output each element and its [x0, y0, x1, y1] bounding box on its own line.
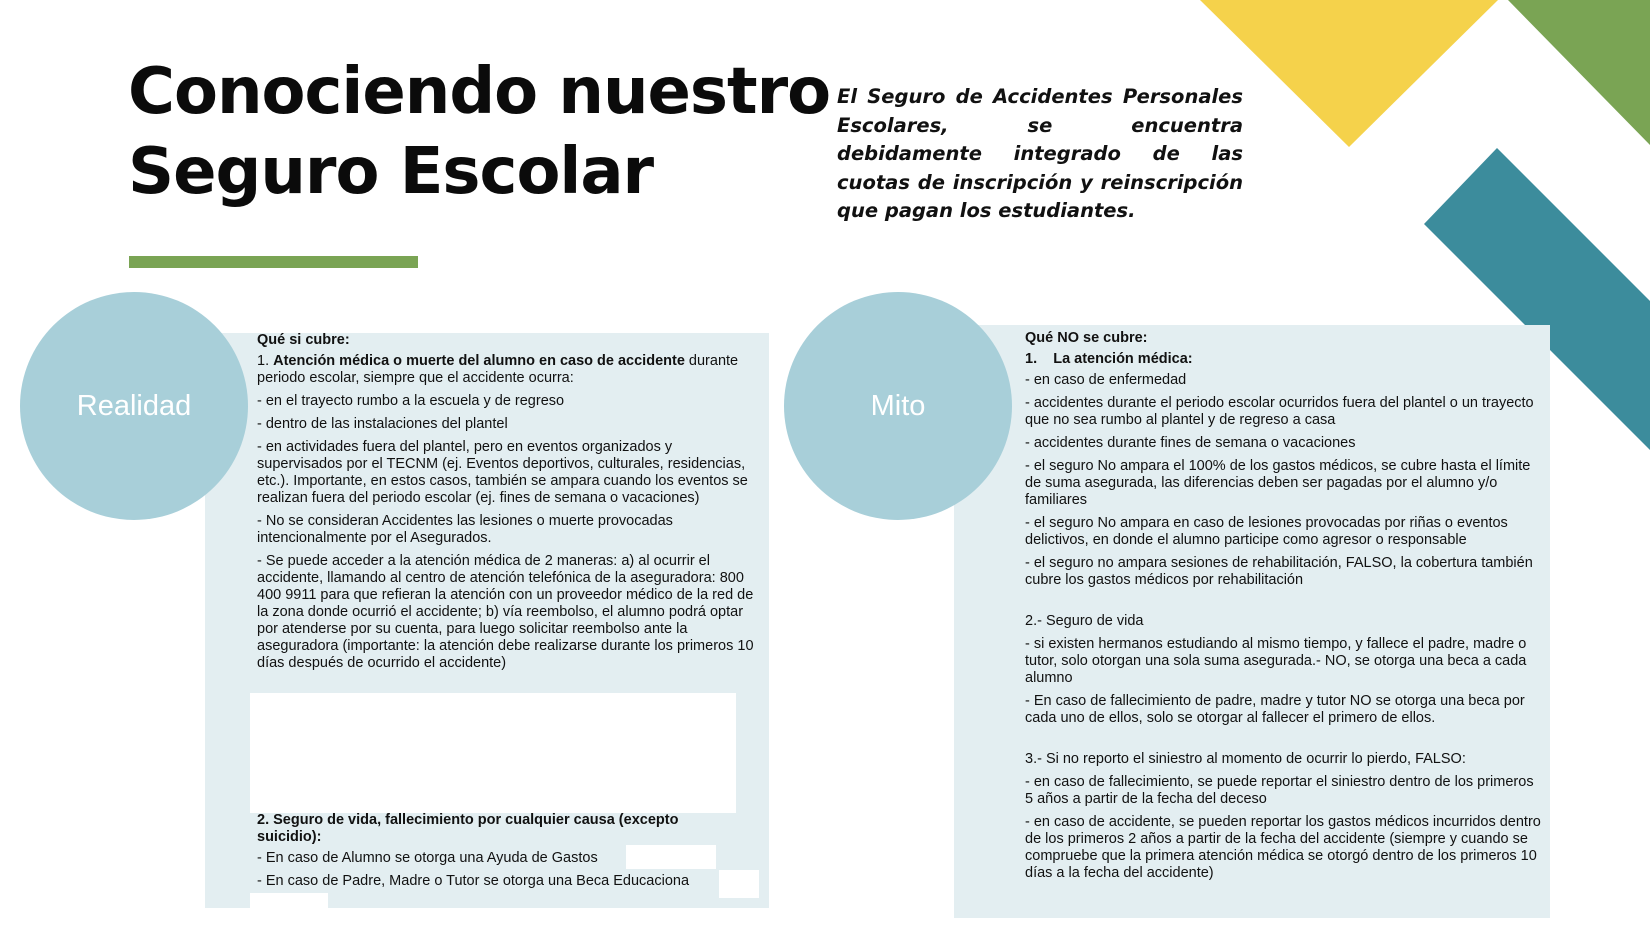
mito-bullet: - en caso de enfermedad [1025, 372, 1187, 388]
mito-bullet: - si existen hermanos estudiando al mismo tiempo, y fallece el padre, madre o tutor, solo otorgan una sola suma asegurada.- NO, se otorga una beca a cada alumno [1025, 636, 1527, 686]
realidad-item1-rest: durante periodo escolar, siempre que el accidente ocurra: [257, 353, 739, 386]
yellow-triangle [1200, 0, 1498, 147]
mito-item1-heading: 1. La atención médica: [1025, 351, 1193, 367]
realidad-bullet: - Se puede acceder a la atención médica de 2 maneras: a) al ocurrir el accidente, llamando al centro de atención telefónica de la aseguradora: 800 400 9911 para que refieran la atención con un proveedor médico de la red de la zona donde ocurrió el accidente; b) vía reembolso, el alumno podrá optar por atenderse por su cuenta, para luego solicitar reembolso ante la aseguradora (importante: la atención debe realizarse durante los primeros 10 días después de ocurrido el accidente) [257, 553, 754, 671]
page-title-line1: Conociendo nuestro [128, 55, 831, 129]
mito-bullet: - el seguro No ampara el 100% de los gastos médicos, se cubre hasta el límite de suma asegurada, las diferencias deben ser pagadas por el alumno y/o familiares [1025, 458, 1531, 508]
mito-circle [784, 292, 1012, 520]
mito-heading: Qué NO se cubre: [1025, 330, 1148, 346]
realidad-bullet: - en actividades fuera del plantel, pero en eventos organizados y supervisados por el TECNM (ej. Eventos deportivos, culturales, residencias, etc.). Importante, en estos casos, también se ampara cuando los eventos se realizan fuera del periodo escolar (ej. fines de semana o vacaciones) [257, 439, 748, 506]
subtitle: El Seguro de Accidentes Personales Escolares, se encuentra debidamente integrado de las cuotas de inscripción y reinscripción que pagan los estudiantes. [837, 85, 1243, 222]
realidad-bullet: - en el trayecto rumbo a la escuela y de regreso [257, 393, 565, 409]
realidad-item1 [257, 353, 757, 387]
realidad-label: Realidad [76, 389, 192, 422]
mito-item3-heading: 3.- Si no reporto el siniestro al momento de ocurrir lo pierdo, FALSO: [1025, 751, 1466, 767]
mito-item2-heading: 2.- Seguro de vida [1025, 613, 1144, 629]
realidad-heading: Qué si cubre: [257, 332, 350, 348]
blank-patch [719, 870, 759, 898]
realidad-circle [20, 292, 248, 520]
blank-area [250, 693, 736, 813]
realidad-item1-bold: Atención médica o muerte del alumno en caso de accidente [273, 353, 685, 369]
realidad-item2-bullet: - En caso de Padre, Madre o Tutor se otorga una Beca Educaciona [257, 873, 690, 889]
mito-bullet: - En caso de fallecimiento de padre, madre y tutor NO se otorga una beca por cada uno de ellos, solo se otorgar al fallecer el primero de ellos. [1025, 693, 1525, 726]
blank-patch [626, 845, 716, 869]
mito-bullet: - en caso de fallecimiento, se puede reportar el siniestro dentro de los primeros 5 años a partir de la fecha del deceso [1025, 774, 1534, 807]
realidad-text [257, 332, 757, 678]
mito-bullet: - en caso de accidente, se pueden reportar los gastos médicos incurridos dentro de los primeros 2 años a partir de la fecha del accidente (siempre y cuando se compruebe que la primera atención médica se otorgó dentro de los primeros 10 días a la fecha del accidente) [1025, 814, 1541, 881]
realidad-item2-heading: 2. Seguro de vida, fallecimiento por cualquier causa (excepto suicidio): [257, 812, 679, 845]
title-underline-bar [129, 256, 418, 268]
page-title-line2: Seguro Escolar [128, 135, 654, 209]
mito-bullet: - el seguro no ampara sesiones de rehabilitación, FALSO, la cobertura también cubre los gastos médicos por rehabilitación [1025, 555, 1533, 588]
realidad-item1-prefix: 1. [257, 353, 274, 369]
mito-bullet: - el seguro No ampara en caso de lesiones provocadas por riñas o eventos delictivos, en donde el alumno participe como agresor o responsable [1025, 515, 1508, 548]
page-title [128, 52, 830, 212]
mito-text [1025, 330, 1545, 888]
realidad-bullet: - No se consideran Accidentes las lesiones o muerte provocadas intencionalmente por el Asegurados. [257, 513, 673, 546]
mito-bullet: - accidentes durante el periodo escolar ocurridos fuera del plantel o un trayecto que no sea rumbo al plantel y de regreso a casa [1025, 395, 1534, 428]
blank-patch [250, 893, 328, 911]
realidad-item2-bullet: - En caso de Alumno se otorga una Ayuda de Gastos [257, 850, 598, 866]
realidad-bullet: - dentro de las instalaciones del plantel [257, 416, 508, 432]
mito-bullet: - accidentes durante fines de semana o vacaciones [1025, 435, 1356, 451]
mito-label: Mito [870, 389, 926, 422]
green-triangle [1508, 0, 1650, 145]
